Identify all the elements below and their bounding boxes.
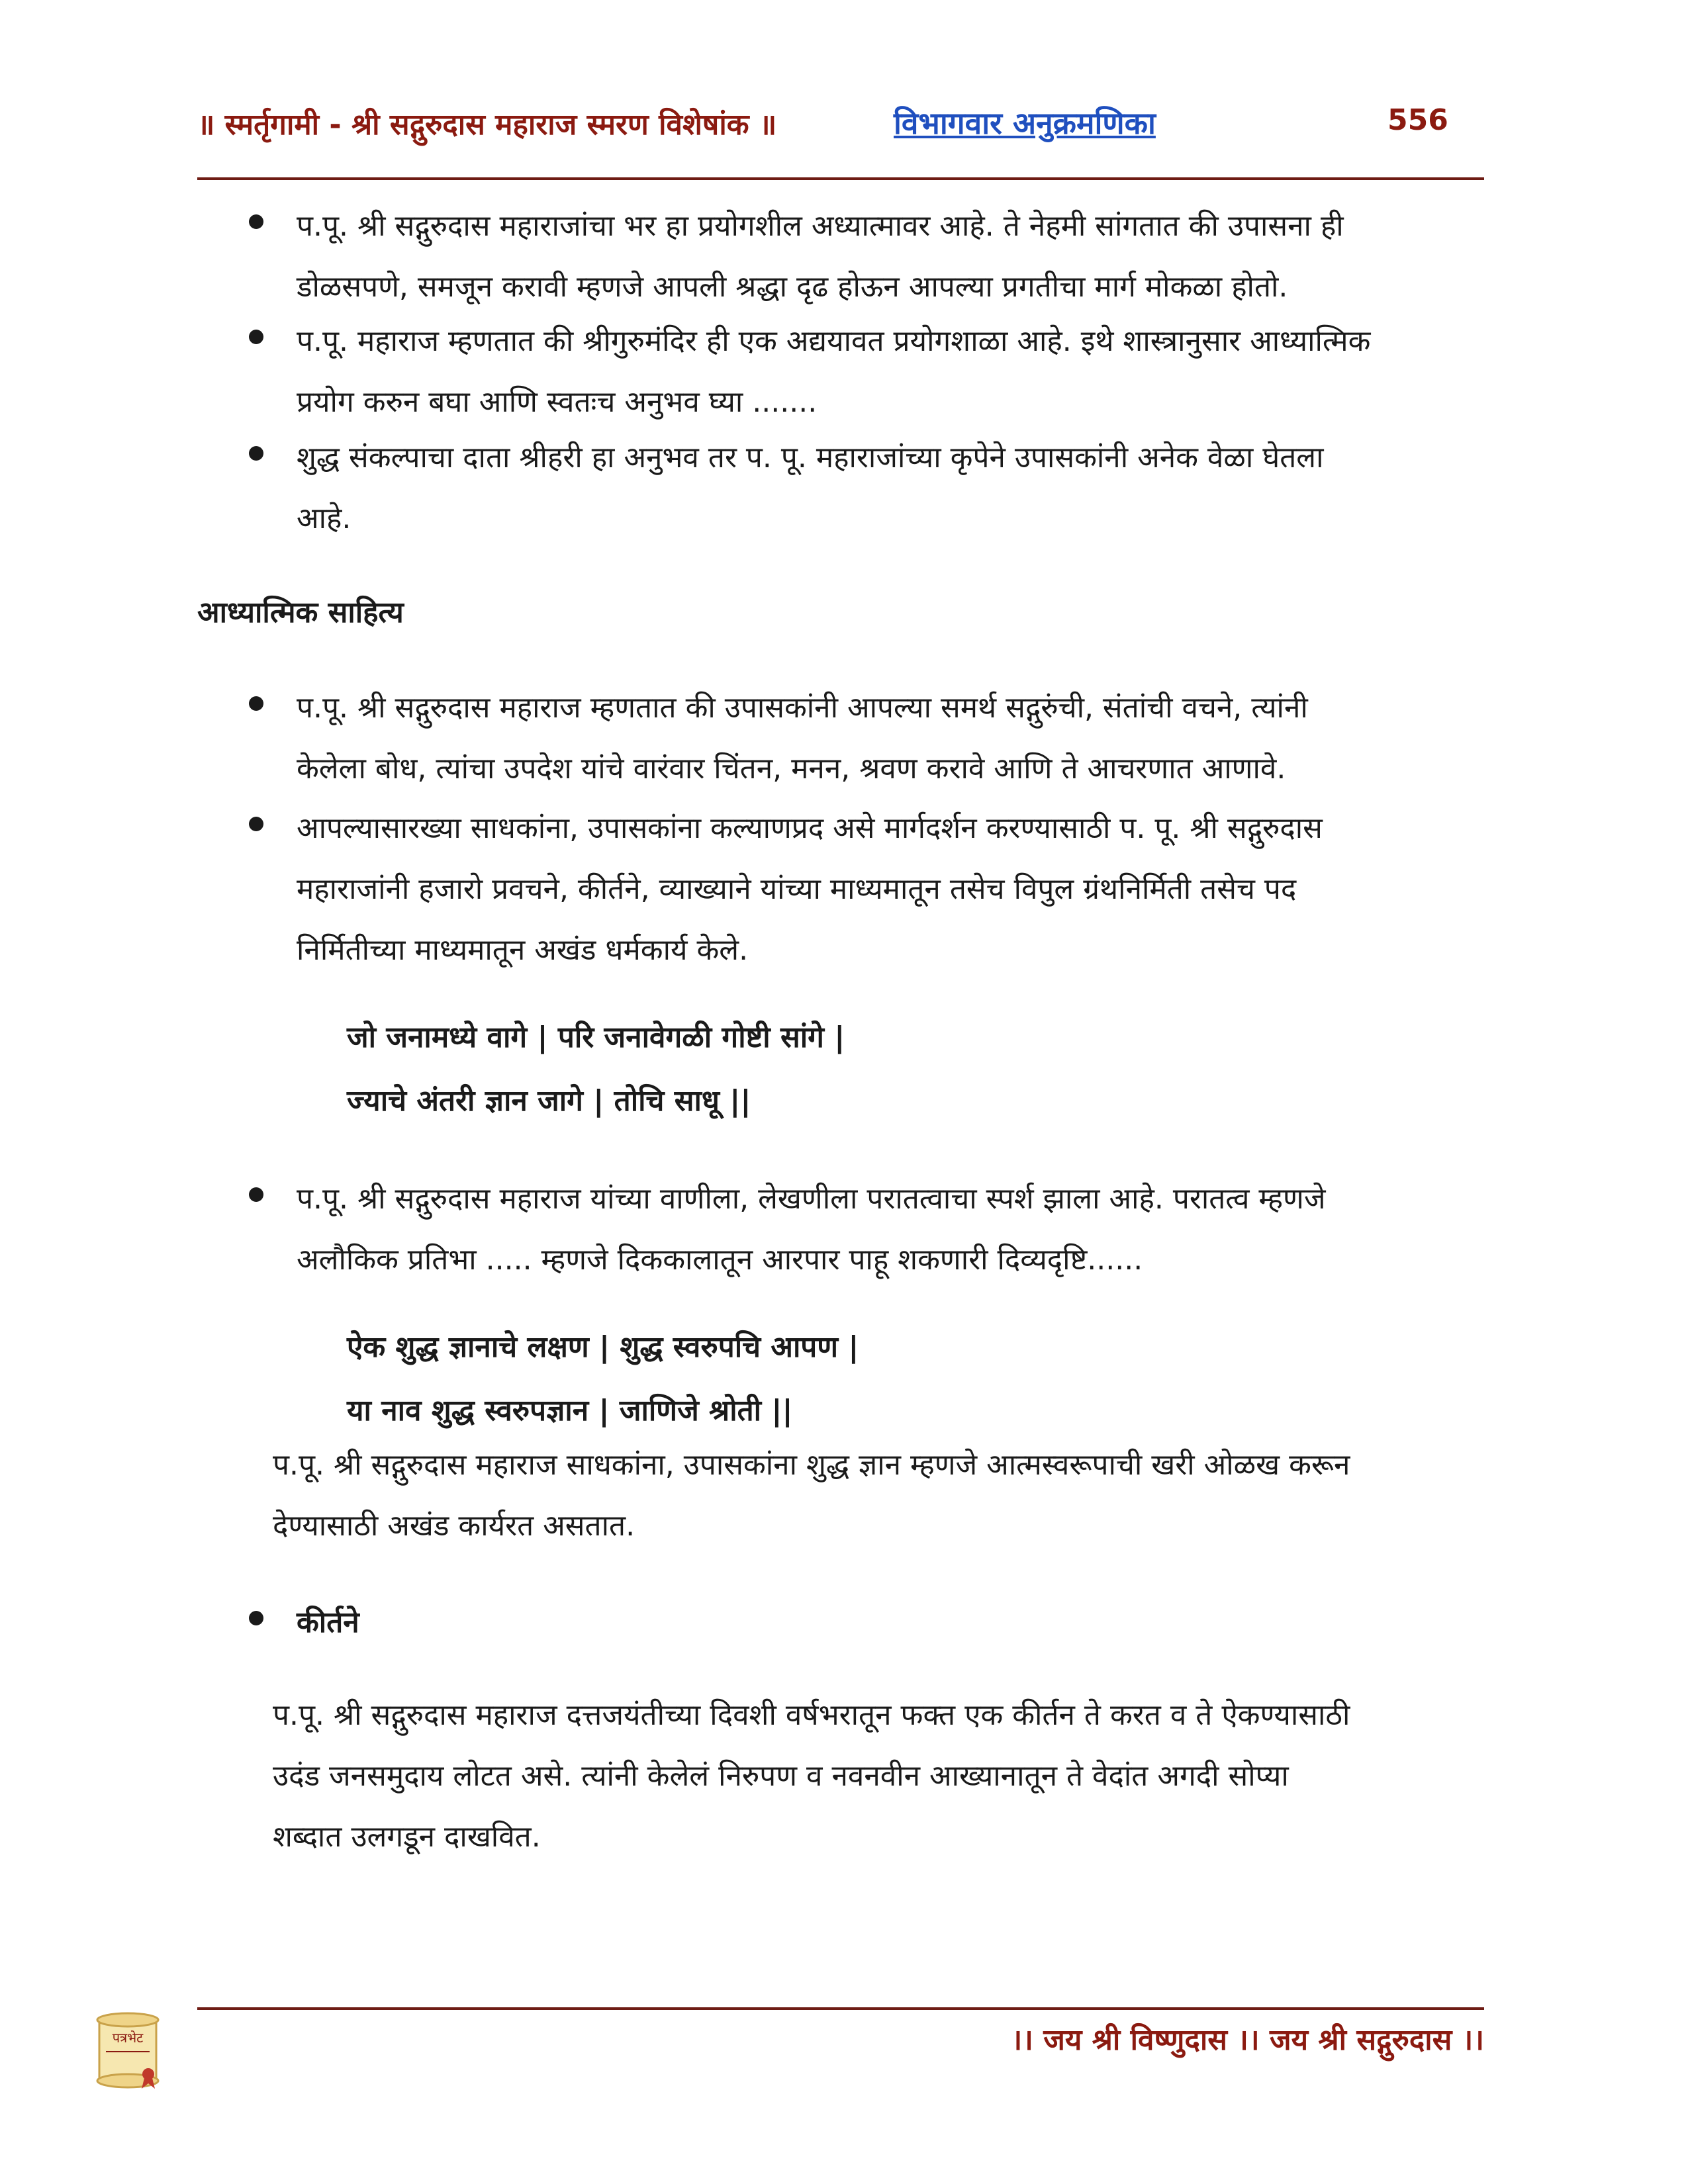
list-item-heading: कीर्तने: [297, 1606, 359, 1639]
list-item-text: प.पू. श्री सद्गुरुदास महाराज यांच्या वाणीला, लेखणीला परातत्वाचा स्पर्श झाला आहे. परातत्व म्हणजे अलौकिक प्रतिभा ..... म्हणजे दिककालातून आरपार पाहू शकणारी दिव्यदृष्टि......: [297, 1182, 1326, 1277]
list-item-text: प.पू. श्री सद्गुरुदास महाराज म्हणतात की उपासकांनी आपल्या समर्थ सद्गुरुंची, संतांची वचने, त्यांनी केलेला बोध, त्यांचा उपदेश यांचे वारंवार चिंतन, मनन, श्रवण करावे आणि ते आचरणात आणावे.: [297, 691, 1308, 786]
footer-divider: [197, 2007, 1484, 2010]
verse-quote: ऐक शुद्ध ज्ञानाचे लक्षण | शुद्ध स्वरुपचि आपण | या नाव शुद्ध स्वरुपज्ञान | जाणिजे श्रोती ||: [347, 1330, 859, 1428]
list-item-text: प.पू. श्री सद्गुरुदास महाराजांचा भर हा प्रयोगशील अध्यात्मावर आहे. ते नेहमी सांगतात की उपासना ही डोळसपणे, समजून करावी म्हणजे आपली श्रद्धा दृढ होऊन आपल्या प्रगतीचा मार्ग मोकळा होतो.: [297, 209, 1344, 304]
paragraph: प.पू. श्री सद्गुरुदास महाराज साधकांना, उपासकांना शुद्ध ज्ञान म्हणजे आत्मस्वरूपाची खरी ओळख करून देण्यासाठी अखंड कार्यरत असतात.: [273, 1448, 1350, 1543]
list-item-text: प.पू. महाराज म्हणतात की श्रीगुरुमंदिर ही एक अद्ययावत प्रयोगशाळा आहे. इथे शास्त्रानुसार आध्यात्मिक प्रयोग करुन बघा आणि स्वतःच अनुभव घ्या .......: [297, 324, 1371, 419]
bullet-icon: [249, 1611, 263, 1625]
bullet-icon: [249, 446, 263, 461]
header-title: ॥ स्मर्तृगामी - श्री सद्गुरुदास महाराज स्मरण विशेषांक ॥: [197, 108, 777, 142]
list-item-text: शुद्ध संकल्पाचा दाता श्रीहरी हा अनुभव तर प. पू. महाराजांच्या कृपेने उपासकांनी अनेक वेळा घेतला आहे.: [297, 441, 1324, 535]
bullet-icon: [249, 696, 263, 711]
logo-label: पत्रभेट: [112, 2030, 144, 2046]
verse-quote: जो जनामध्ये वागे | परि जनावेगळी गोष्टी सांगे | ज्याचे अंतरी ज्ञान जागे | तोचि साधू ||: [347, 1021, 845, 1118]
page-number: 556: [1387, 103, 1448, 137]
scroll-logo-icon: [91, 2005, 164, 2091]
bullet-icon: [249, 1187, 263, 1202]
bullet-icon: [249, 214, 263, 229]
index-link[interactable]: विभागवार अनुक्रमणिका: [894, 105, 1156, 141]
paragraph: प.पू. श्री सद्गुरुदास महाराज दत्तजयंतीच्या दिवशी वर्षभरातून फक्त एक कीर्तन ते करत व ते ऐकण्यासाठी उदंड जनसमुदाय लोटत असे. त्यांनी केलेलं निरुपण व नवनवीन आख्यानातून ते वेदांत अगदी सोप्या शब्दात उलगडून दाखवित.: [273, 1698, 1350, 1854]
bullet-icon: [249, 330, 263, 344]
bullet-icon: [249, 817, 263, 831]
footer-text: ।। जय श्री विष्णुदास ।। जय श्री सद्गुरुदास ।।: [1011, 2023, 1484, 2057]
list-item-text: आपल्यासारख्या साधकांना, उपासकांना कल्याणप्रद असे मार्गदर्शन करण्यासाठी प. पू. श्री सद्गुरुदास महाराजांनी हजारो प्रवचने, कीर्तने, व्याख्याने यांच्या माध्यमातून तसेच विपुल ग्रंथनिर्मिती तसेच पद निर्मितीच्या माध्यमातून अखंड धर्मकार्य केले.: [297, 811, 1323, 967]
section-heading: आध्यात्मिक साहित्य: [197, 596, 404, 629]
